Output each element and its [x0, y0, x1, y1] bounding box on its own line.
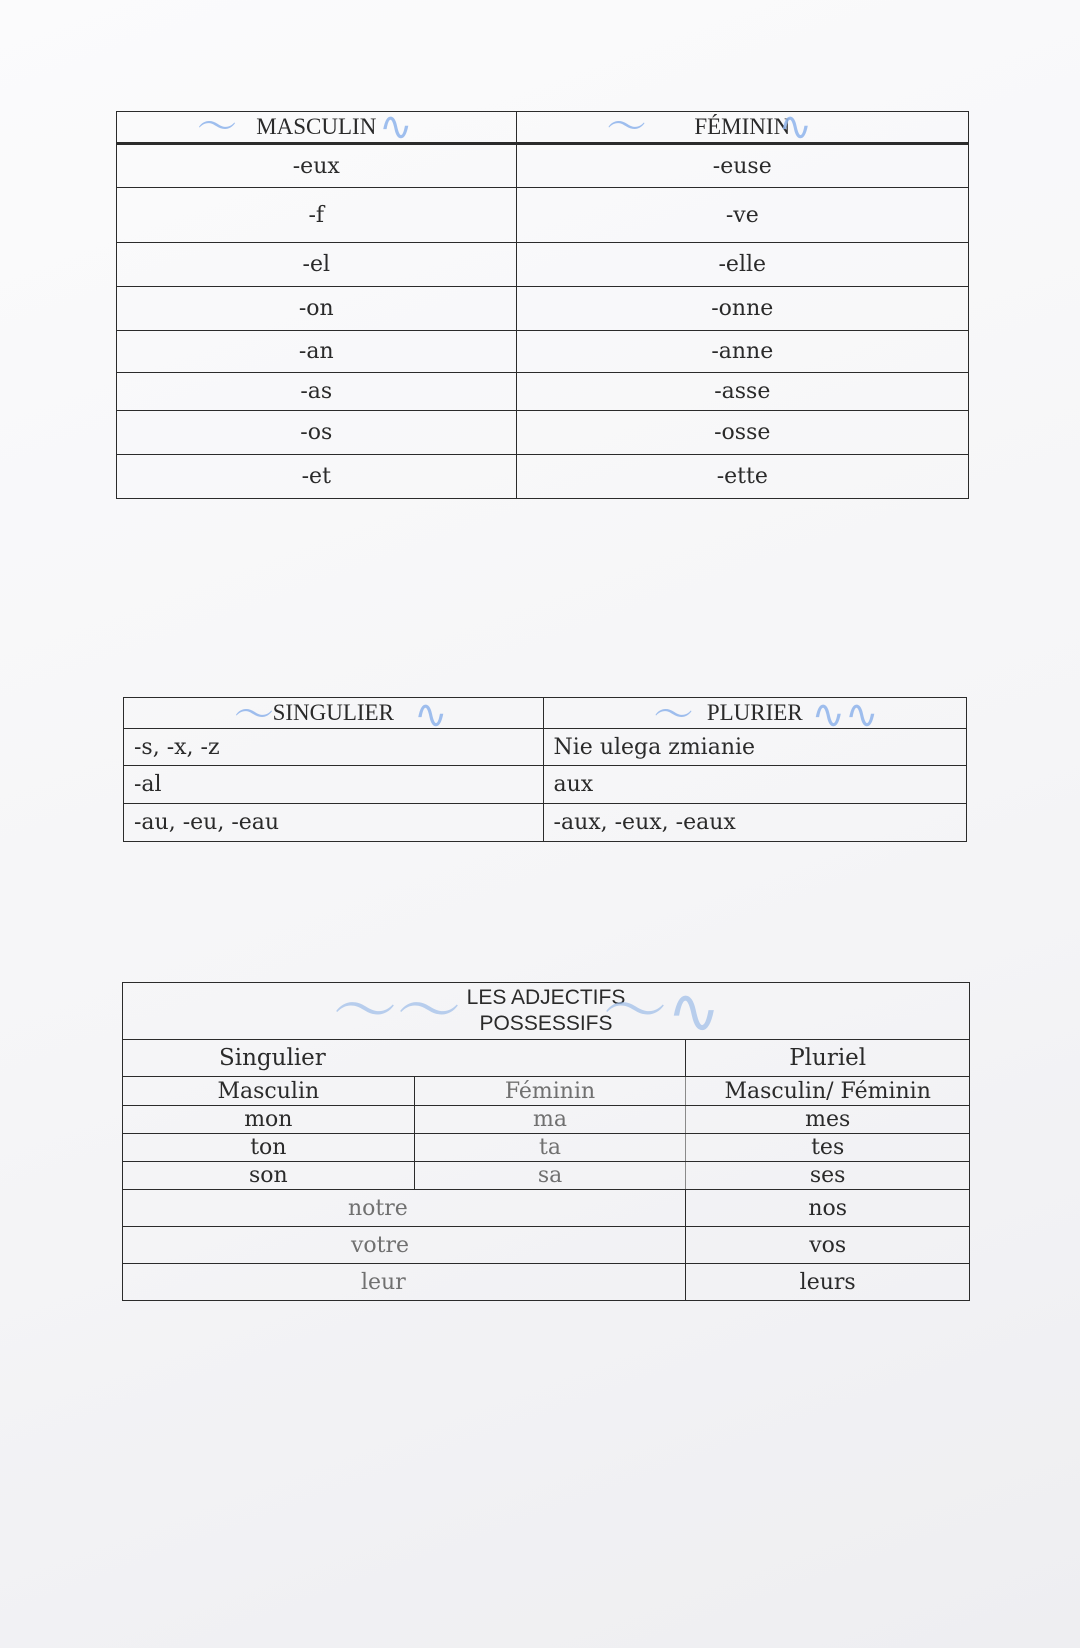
table-row: votre vos: [123, 1227, 970, 1264]
nombre-table: [123, 692, 967, 842]
pluriel-header: 〜 PLURIER ∿∿: [543, 698, 966, 729]
table-row: -au, -eu, -eau -aux, -eux, -eaux: [124, 804, 967, 842]
table-row: mon ma mes: [123, 1106, 970, 1134]
possessifs-title: 〜〜 〜∿ LES ADJECTIFS POSSESSIFS: [123, 983, 970, 1040]
table-row: -on -onne: [117, 287, 969, 331]
masculin-feminin-subheader: Masculin/ Féminin: [686, 1077, 970, 1106]
table-row: ton ta tes: [123, 1134, 970, 1162]
wave-decoration-icon: 〜: [653, 692, 694, 738]
pluriel-header: Pluriel: [686, 1040, 970, 1077]
feminin-header: 〜 FÉMININ ∿: [516, 112, 968, 144]
wave-decoration-icon: ∿: [778, 104, 813, 150]
table-row: -s, -x, -z Nie ulega zmianie: [124, 729, 967, 766]
table-row: leur leurs: [123, 1264, 970, 1301]
genre-table: [116, 104, 969, 499]
table-row: -el -elle: [117, 243, 969, 287]
table-row: -al aux: [124, 766, 967, 804]
table-row: -et -ette: [117, 455, 969, 499]
table-row: son sa ses: [123, 1162, 970, 1190]
wave-decoration-icon: 〜〜: [333, 975, 461, 1049]
table-row: -f -ve: [117, 188, 969, 243]
singulier-header: Singulier: [123, 1040, 686, 1077]
singulier-header: 〜 SINGULIER ∿: [124, 698, 544, 729]
table-row: -os -osse: [117, 411, 969, 455]
wave-decoration-icon: 〜: [197, 104, 237, 150]
feminin-subheader: Féminin: [414, 1077, 686, 1106]
table-row: -as -asse: [117, 373, 969, 411]
table-row: -an -anne: [117, 331, 969, 373]
wave-decoration-icon: 〜: [234, 692, 274, 738]
wave-decoration-icon: ∿: [379, 104, 413, 150]
table-row: notre nos: [123, 1190, 970, 1227]
wave-decoration-icon: ∿: [414, 692, 448, 738]
wave-decoration-icon: 〜: [606, 104, 647, 150]
table-row: -eux -euse: [117, 144, 969, 188]
masculin-subheader: Masculin: [123, 1077, 415, 1106]
wave-decoration-icon: ∿∿: [811, 692, 879, 738]
wave-decoration-icon: 〜∿: [603, 975, 721, 1049]
masculin-header: 〜 MASCULIN ∿: [117, 112, 517, 144]
possessifs-table: [122, 975, 970, 1301]
